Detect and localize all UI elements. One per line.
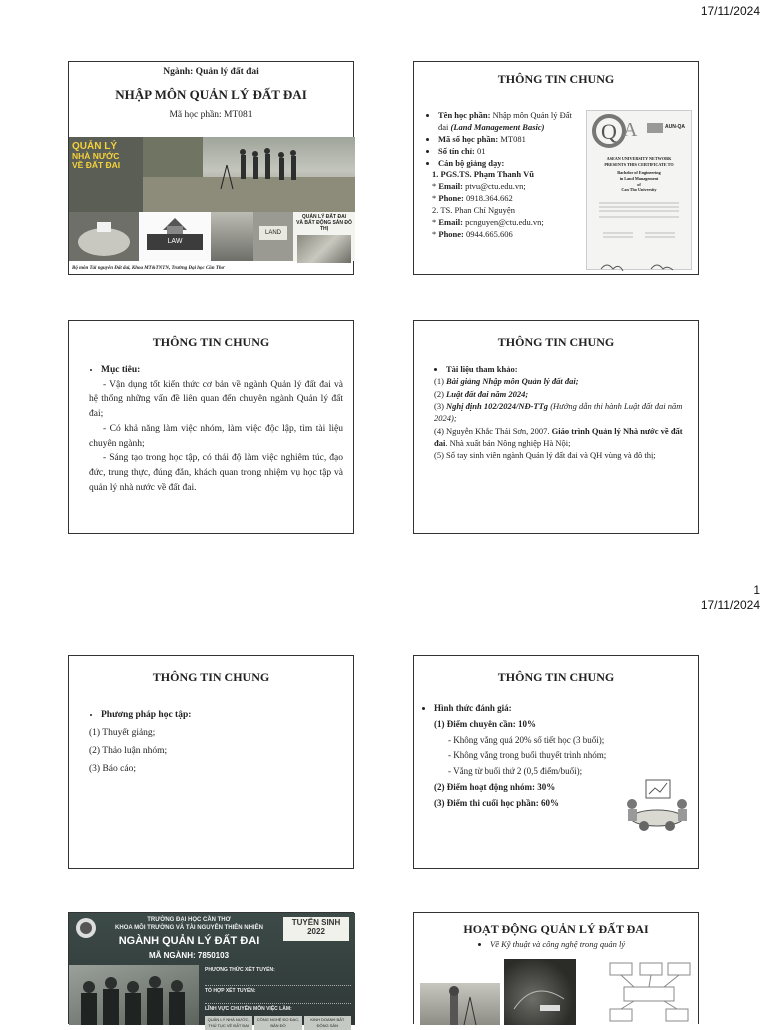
assessment-heading: • Hình thức đánh giá:	[434, 701, 692, 717]
credits-label: Số tín chỉ:	[438, 145, 475, 156]
collage-text-3: VỀ ĐẤT ĐAI	[72, 160, 121, 171]
phone-value: 0918.364.662	[463, 193, 513, 204]
method-1: (1) Thuyết giảng;	[89, 728, 156, 739]
lecturers-label: Cán bộ giảng dạy:	[438, 157, 505, 168]
badge-line-2: 2022	[307, 926, 325, 936]
cert-line: Can Tho University	[621, 187, 657, 193]
lecturer-1-email: * Email: ptvu@ctu.edu.vn;	[432, 181, 526, 192]
collage-land-plot	[69, 212, 139, 261]
poster-job-1: QUẢN LÝ NHÀ NƯỚC, THỦ TỤC VỀ ĐẤT ĐAI	[205, 1016, 252, 1030]
course-name-item	[438, 110, 582, 134]
activity-bullet: • Về Kỹ thuật và công nghệ trong quản lý	[490, 939, 698, 949]
reference-text: Luật đất đai năm 2024;	[446, 388, 529, 399]
course-code: Mã học phần: MT081	[169, 110, 253, 120]
assessment-item-2: (2) Điểm hoạt động nhóm: 30%	[434, 781, 556, 792]
slide-title: THÔNG TIN CHUNG	[497, 670, 615, 684]
collage-land-text: LAND	[259, 226, 287, 240]
slide-title: THÔNG TIN CHUNG	[497, 335, 615, 349]
satellite-map-image	[504, 959, 576, 1025]
collage-law-book	[139, 212, 211, 261]
collage-text-1: QUẢN LÝ	[72, 141, 117, 152]
cover-collage	[69, 137, 355, 261]
poster-major-code: MÃ NGÀNH: 7850103	[148, 951, 230, 960]
course-name-label: Tên học phần:	[438, 110, 491, 120]
poster-combo-label: TỔ HỢP XÉT TUYỂN:	[205, 987, 256, 994]
objective-3: - Sáng tạo trong học tập, có thái độ làm việc nghiêm túc, đạo đức, trung thực, đúng đắn, khách quan trong nhiệm vụ học tập và quản lý nhà nước về đất đai.	[89, 453, 343, 493]
slide-title: THÔNG TIN CHUNG	[497, 72, 615, 86]
aun-qa-certificate	[586, 110, 692, 270]
course-title: NHẬP MÔN QUẢN LÝ ĐẤT ĐAI	[115, 87, 307, 102]
reference-text: Giáo trình Quản lý Nhà nước về đất đai	[434, 425, 683, 448]
reference-author: Nguyễn Khắc Thái Sơn, 2007.	[446, 425, 552, 436]
system-diagram-image	[604, 959, 694, 1025]
cert-text	[587, 156, 691, 193]
poster-method-label: PHƯƠNG THỨC XÉT TUYỂN:	[205, 967, 275, 973]
major-label: Ngành: Quản lý đất đai	[163, 67, 259, 77]
cert-line: PRESENTS THIS CERTIFICATE TO	[604, 161, 674, 167]
slide-objectives	[68, 320, 354, 534]
attendance-rule-2: - Không vắng trong buổi thuyết trình nhóm;	[448, 750, 607, 761]
info-list	[422, 110, 582, 241]
surveyor-photo	[420, 983, 500, 1025]
attendance-rule-1: - Không vắng quá 20% số tiết học (3 buổi);	[448, 734, 605, 745]
reference-text: Nghị định 102/2024/NĐ-TTg	[446, 400, 549, 411]
slide-title: THÔNG TIN CHUNG	[152, 670, 270, 684]
certificate-body-image	[587, 193, 691, 283]
references-heading: • Tài liệu tham khảo:	[446, 363, 692, 375]
methods-heading: • Phương pháp học tập:	[101, 706, 339, 724]
course-code-label: Mã số học phần:	[438, 133, 499, 144]
poster-job-3: KINH DOANH BẤT ĐỘNG SẢN	[304, 1016, 351, 1030]
credits-value: 01	[474, 145, 486, 156]
reference-note: (Hướng dẫn thi hành Luật đất đai năm 2024);	[434, 400, 683, 424]
poster-major: NGÀNH QUẢN LÝ ĐẤT ĐAI	[118, 935, 260, 947]
admission-badge	[283, 917, 349, 941]
lecturer-1-phone: * Phone: 0918.364.662	[432, 193, 513, 204]
method-2: (2) Thảo luận nhóm;	[89, 746, 168, 757]
cert-line: ASEAN UNIVERSITY NETWORK	[606, 156, 672, 161]
group-meeting-illustration	[622, 774, 692, 836]
slide-admission-poster	[68, 912, 354, 1028]
course-code-item	[438, 134, 582, 146]
assessment-item-1: (1) Điểm chuyên cần: 10%	[434, 718, 536, 729]
slide-title: THÔNG TIN CHUNG	[152, 335, 270, 349]
collage-survey-photo	[143, 137, 355, 212]
collage-text-2: NHÀ NƯỚC	[72, 151, 120, 161]
course-name-value: Nhập môn Quản lý Đất đai	[438, 110, 572, 132]
collage-land-sign	[253, 212, 293, 261]
slide-assessment	[413, 655, 699, 869]
lecturer-2-phone: * Phone: 0944.665.606	[432, 228, 513, 239]
credits-item	[438, 146, 582, 158]
poster-faculty: KHOA MÔI TRƯỜNG VÀ TÀI NGUYÊN THIÊN NHIÊN	[115, 924, 263, 931]
graduates-photo	[69, 965, 199, 1025]
cert-line: in Land Management	[619, 176, 659, 182]
reference-text: Bài giảng Nhập môn Quản lý đất đai;	[446, 376, 579, 387]
poster-jobs-label: LĨNH VỰC CHUYÊN MÔN VIỆC LÀM:	[205, 1006, 292, 1012]
objective-1: - Vận dụng tốt kiến thức cơ bản về ngành Quản lý đất đai và hệ thống những vấn đề liên quan đến chuyên ngành Quản lý đất đai;	[89, 379, 343, 420]
phone-label: Phone:	[438, 193, 464, 204]
surveyors-image	[143, 137, 355, 212]
method-3: (3) Báo cáo;	[89, 764, 136, 775]
slide-land-management-activities	[413, 912, 699, 1024]
poster-school: TRƯỜNG ĐẠI HỌC CẦN THƠ	[147, 917, 231, 923]
svg-text:Q: Q	[601, 119, 617, 144]
slide-references	[413, 320, 699, 534]
reference-3	[434, 400, 692, 425]
attendance-rule-3: - Vắng từ buổi thứ 2 (0,5 điểm/buổi);	[448, 766, 583, 776]
collage-law-text: LAW	[147, 234, 203, 250]
lecturer-2-email: * Email: pcnguyen@ctu.edu.vn;	[432, 217, 544, 228]
course-name-en: (Land Management Basic)	[450, 121, 545, 132]
collage-field	[211, 212, 253, 261]
reference-4	[434, 425, 692, 450]
reference-2	[434, 388, 692, 400]
collage-text-4: QUẢN LÝ ĐẤT ĐAI	[301, 214, 347, 220]
objectives-heading: • Mục tiêu:	[101, 363, 343, 378]
cert-line: of	[637, 181, 641, 187]
poster-job-2: CÔNG NGHỆ ĐO ĐẠC, BẢN ĐỒ	[254, 1016, 301, 1030]
page-number: 1	[753, 583, 760, 597]
cert-logo-text: AUN-QA	[665, 124, 685, 130]
page-date: 17/11/2024	[700, 598, 760, 612]
slide-general-info	[413, 61, 699, 275]
cert-line: Bachelor of Engineering	[617, 170, 661, 176]
collage-state-management	[69, 137, 143, 212]
slide-footer: Bộ môn Tài nguyên Đất đai, Khoa MT&TNTN, Trường Đại học Cần Thơ	[72, 266, 225, 271]
reference-number: (1)	[434, 376, 447, 387]
university-logo-icon	[75, 917, 97, 939]
phone-value: 0944.665.606	[463, 228, 513, 239]
assessment-item-3: (3) Điểm thi cuối học phần: 60%	[434, 797, 560, 808]
email-label: Email:	[438, 181, 463, 192]
email-value: ptvu@ctu.edu.vn;	[462, 181, 526, 192]
lecturers-item	[438, 158, 582, 170]
badge-line-1: TUYỂN SINH	[291, 918, 341, 927]
objective-2: - Có khả năng làm việc nhóm, làm việc độc lập, tìm tài liệu chuyên ngành;	[89, 423, 343, 449]
slide-title: HOẠT ĐỘNG QUẢN LÝ ĐẤT ĐAI	[463, 922, 649, 936]
email-label: Email:	[438, 217, 463, 228]
collage-urban	[293, 212, 355, 261]
reference-number: (2)	[434, 388, 447, 399]
lecturer-1: 1. PGS.TS. Phạm Thanh Vũ	[432, 169, 534, 180]
page-date: 17/11/2024	[700, 4, 760, 18]
reference-number: (4)	[434, 425, 447, 436]
svg-text:A: A	[623, 119, 638, 141]
lecturer-2: 2. TS. Phan Chí Nguyện	[432, 205, 515, 216]
reference-publisher: . Nhà xuất bản Nông nghiệp Hà Nội;	[445, 437, 571, 448]
slide-title-page	[68, 61, 354, 275]
email-value: pcnguyen@ctu.edu.vn;	[462, 217, 544, 228]
phone-label: Phone:	[438, 228, 464, 239]
reference-5: (5) Sổ tay sinh viên ngành Quản lý đất đai và QH vùng và đô thị;	[434, 450, 656, 461]
certificate-logo-image	[587, 111, 691, 151]
slide-learning-methods	[68, 655, 354, 869]
reference-number: (3)	[434, 400, 447, 411]
reference-1	[434, 375, 692, 387]
course-code-value: MT081	[498, 133, 526, 144]
collage-text-5: VÀ BẤT ĐỘNG SẢN ĐÔ THỊ	[296, 220, 352, 232]
